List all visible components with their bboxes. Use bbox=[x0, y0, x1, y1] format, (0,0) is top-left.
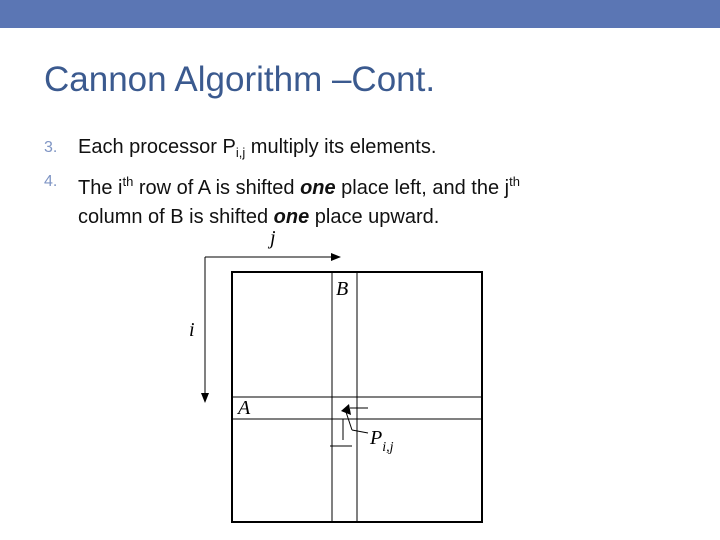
item-text: place upward. bbox=[309, 206, 440, 228]
pointer-line bbox=[352, 430, 368, 433]
item-text: Each processor P bbox=[78, 136, 236, 158]
item-superscript: th bbox=[122, 174, 134, 189]
item-text: place left, and the j bbox=[335, 177, 510, 199]
pointer-arrow bbox=[346, 412, 352, 430]
emphasis-text: one bbox=[273, 206, 310, 228]
list-number: 3. bbox=[44, 139, 58, 156]
slide-title: Cannon Algorithm –Cont. bbox=[44, 60, 436, 99]
i-label: i bbox=[189, 319, 195, 341]
item-subscript: i,j bbox=[235, 145, 246, 160]
b-label: B bbox=[336, 278, 349, 300]
list-number: 4. bbox=[44, 173, 58, 190]
emphasis-text: one bbox=[300, 177, 336, 199]
item-text: The i bbox=[78, 177, 123, 199]
item-text: column of B is shifted bbox=[78, 206, 274, 228]
a-label: A bbox=[238, 397, 251, 419]
p-label: $P_{i,j}$ bbox=[370, 427, 394, 455]
j-label: j bbox=[270, 227, 276, 249]
item-text: multiply its elements. bbox=[245, 136, 437, 158]
item-text: row of A is shifted bbox=[133, 177, 301, 199]
item-superscript: th bbox=[509, 174, 520, 189]
